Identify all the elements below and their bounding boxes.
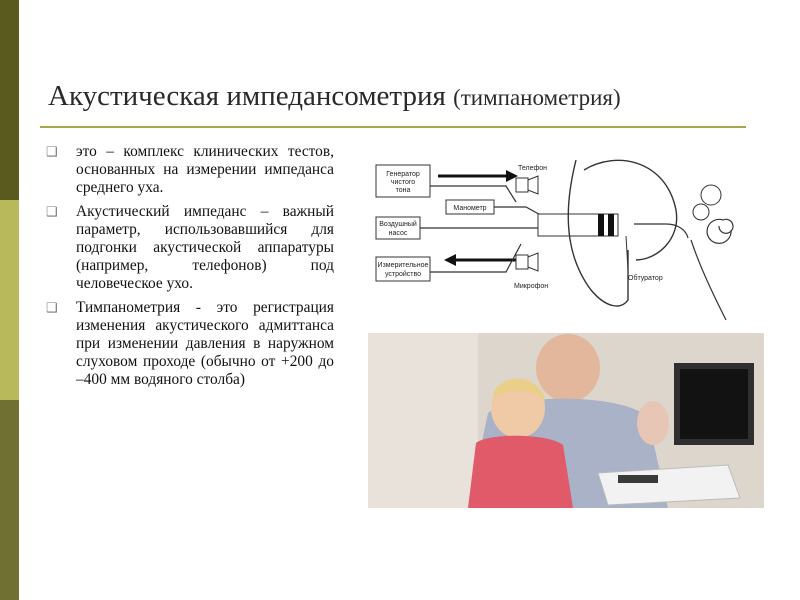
bullet-list <box>46 143 334 395</box>
meter-label-1: Измерительное <box>377 262 429 269</box>
bullet-item <box>46 203 334 293</box>
sidebar-segment-bottom <box>0 400 19 600</box>
cochlea-icon <box>707 219 733 243</box>
arrow-in-icon <box>444 254 456 266</box>
generator-label-2: чистого <box>390 179 416 186</box>
man-head-icon <box>536 334 600 402</box>
slide-title <box>48 80 768 113</box>
meter-label-2: устройство <box>384 271 422 278</box>
bullet-marker-icon: ❑ <box>46 144 58 159</box>
ear-model-icon <box>637 401 669 445</box>
probe-seal-icon <box>598 214 604 236</box>
bullet-item <box>46 143 334 197</box>
pump-label-1: Воздушный <box>379 221 417 228</box>
obturator-label: Обтуратор <box>628 275 663 282</box>
ear-canal-icon <box>584 160 677 260</box>
microphone-cone-icon <box>528 253 538 271</box>
probe-seal-icon <box>608 214 614 236</box>
ear-canal-icon <box>634 224 688 238</box>
telephone-cone-icon <box>528 176 538 194</box>
sidebar-segment-middle <box>0 200 19 400</box>
microphone-icon <box>516 255 528 269</box>
telephone-label: Телефон <box>518 165 548 172</box>
semicircular-canal-icon <box>693 204 709 220</box>
bullet-text: это – комплекс клинических тестов, основанных на измерении импеданса среднего уха. <box>76 143 334 196</box>
sidebar-segment-top <box>0 0 19 200</box>
generator-label-3: тона <box>395 187 411 194</box>
title-main: Акустическая импедансометрия <box>48 80 446 112</box>
title-sub: (тимпанометрия) <box>453 85 621 110</box>
microphone-label: Микрофон <box>514 283 549 290</box>
semicircular-canal-icon <box>701 185 721 205</box>
generator-label-1: Генератор <box>386 171 420 178</box>
probe-icon <box>538 214 618 236</box>
bullet-item <box>46 299 334 389</box>
photo-wall <box>368 333 478 508</box>
sidebar-accent <box>0 0 19 600</box>
tube-meter <box>430 244 521 272</box>
telephone-icon <box>516 178 528 192</box>
bullet-text: Акустический импеданс – важный параметр, использовавшийся для подгонки акустической аппаратуры (например, телефонов) под человеческое ухо. <box>76 203 334 292</box>
patient-photo <box>368 333 764 508</box>
bullet-marker-icon: ❑ <box>46 204 58 219</box>
bullet-marker-icon: ❑ <box>46 300 58 315</box>
bullet-text: Тимпанометрия - это регистрация изменения акустического адмиттанса при изменении давления в наружном слуховом проходе (обычно от +200 до –400 мм водяного столба) <box>76 299 334 388</box>
eustachian-tube-icon <box>691 240 726 320</box>
device-display-icon <box>618 475 658 483</box>
monitor-screen-icon <box>680 369 748 439</box>
title-divider <box>40 126 746 128</box>
manometer-label: Манометр <box>453 205 487 212</box>
impedance-diagram <box>366 140 766 330</box>
child-shirt-icon <box>468 436 573 508</box>
pump-label-2: насос <box>388 230 408 237</box>
